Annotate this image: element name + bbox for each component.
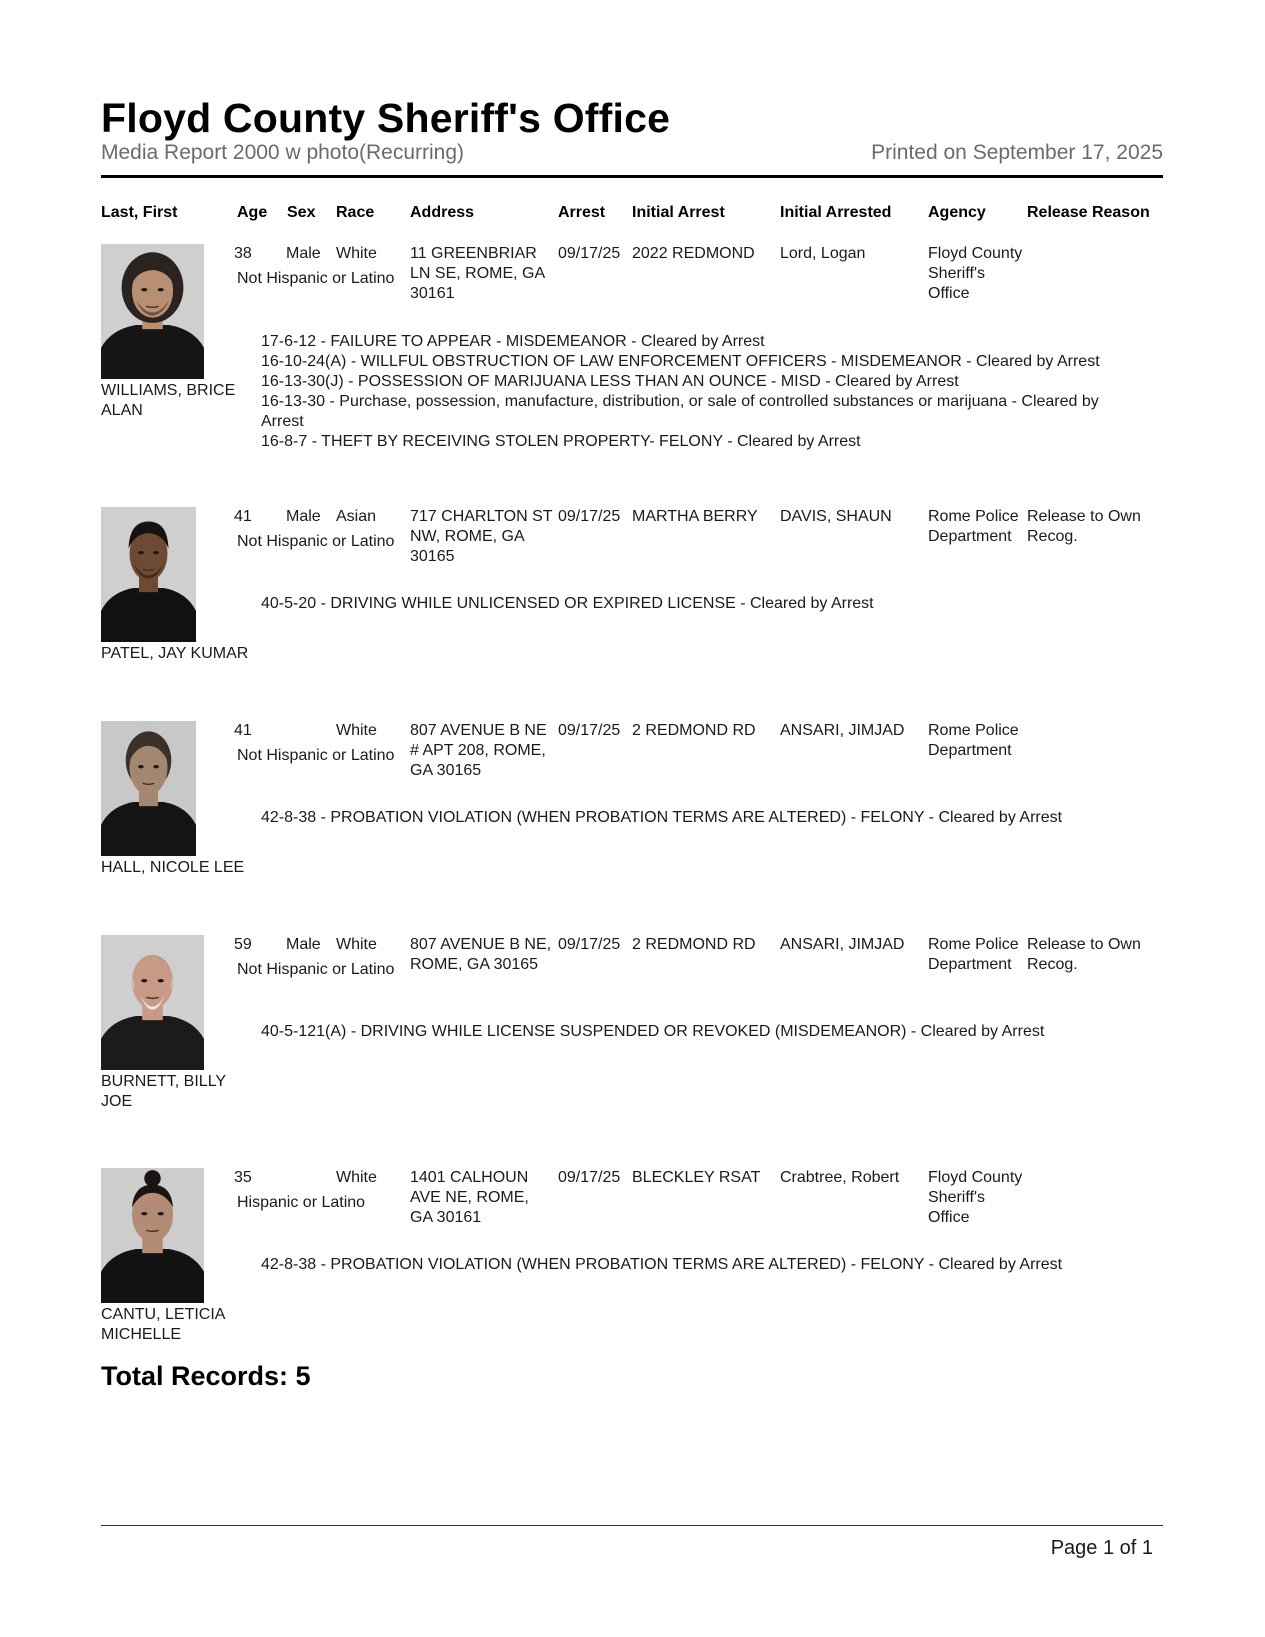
initial-arrested-by: DAVIS, SHAUN — [780, 508, 892, 525]
charges-list — [261, 808, 1141, 828]
column-header-arrest: Arrest — [558, 204, 606, 221]
arresting-agency: Floyd County Sheriff's Office — [928, 1169, 1023, 1226]
person-age: 41 — [234, 508, 252, 525]
charges-list — [261, 1022, 1141, 1042]
mugshot-figure — [101, 244, 204, 379]
total-records: Total Records: 5 — [101, 1361, 311, 1391]
initial-arrest-location: 2 REDMOND RD — [632, 936, 756, 953]
charge-item: 16-13-30 - Purchase, possession, manufacture, distribution, or sale of controlled substances or marijuana - Cleared by Arrest — [261, 393, 1099, 430]
person-sex: Male — [286, 245, 321, 262]
initial-arrest-location: MARTHA BERRY — [632, 508, 758, 525]
initial-arrested-by: ANSARI, JIMJAD — [780, 722, 905, 739]
person-address: 807 AVENUE B NE, ROME, GA 30165 — [410, 936, 552, 973]
charge-item: 16-8-7 - THEFT BY RECEIVING STOLEN PROPERTY- FELONY - Cleared by Arrest — [261, 433, 861, 450]
person-address: 1401 CALHOUN AVE NE, ROME, GA 30161 — [410, 1169, 529, 1226]
initial-arrest-location: BLECKLEY RSAT — [632, 1169, 761, 1186]
column-header-release-reason: Release Reason — [1027, 204, 1150, 221]
person-ethnicity: Hispanic or Latino — [237, 1194, 366, 1211]
charge-item: 17-6-12 - FAILURE TO APPEAR - MISDEMEANOR - Cleared by Arrest — [261, 333, 765, 350]
person-age: 59 — [234, 936, 252, 953]
mugshot-photo — [101, 935, 204, 1070]
initial-arrest-location: 2022 REDMOND — [632, 245, 755, 262]
page-number: Page 1 of 1 — [1050, 1537, 1153, 1559]
footer-divider — [101, 1525, 1163, 1526]
arresting-agency: Floyd County Sheriff's Office — [928, 245, 1023, 302]
person-ethnicity: Not Hispanic or Latino — [237, 270, 395, 287]
report-subtitle: Media Report 2000 w photo(Recurring) — [101, 141, 465, 164]
initial-arrested-by: Crabtree, Robert — [780, 1169, 900, 1186]
person-age: 41 — [234, 722, 252, 739]
charges-list — [261, 332, 1141, 452]
arrest-date: 09/17/25 — [558, 722, 621, 739]
person-name: CANTU, LETICIA MICHELLE — [101, 1306, 225, 1343]
printed-date: Printed on September 17, 2025 — [871, 141, 1163, 164]
charge-item: 42-8-38 - PROBATION VIOLATION (WHEN PROBATION TERMS ARE ALTERED) - FELONY - Cleared by Arrest — [261, 1256, 1063, 1273]
arresting-agency: Rome Police Department — [928, 508, 1019, 545]
person-ethnicity: Not Hispanic or Latino — [237, 747, 395, 764]
mugshot-photo — [101, 507, 196, 642]
person-address: 11 GREENBRIAR LN SE, ROME, GA 30161 — [410, 245, 545, 302]
arrest-date: 09/17/25 — [558, 508, 621, 525]
column-header-age: Age — [237, 204, 268, 221]
mugshot-figure — [101, 507, 196, 642]
person-sex: Male — [286, 936, 321, 953]
mugshot-photo — [101, 721, 196, 856]
mugshot-figure — [101, 721, 196, 856]
person-name: BURNETT, BILLY JOE — [101, 1073, 226, 1110]
initial-arrested-by: ANSARI, JIMJAD — [780, 936, 905, 953]
person-address: 807 AVENUE B NE # APT 208, ROME, GA 30165 — [410, 722, 547, 779]
person-address: 717 CHARLTON ST NW, ROME, GA 30165 — [410, 508, 553, 565]
person-ethnicity: Not Hispanic or Latino — [237, 533, 395, 550]
person-race: Asian — [336, 508, 377, 525]
arrest-date: 09/17/25 — [558, 1169, 621, 1186]
person-name: PATEL, JAY KUMAR — [101, 645, 249, 662]
person-name: WILLIAMS, BRICE ALAN — [101, 382, 236, 419]
initial-arrest-location: 2 REDMOND RD — [632, 722, 756, 739]
person-race: White — [336, 722, 377, 739]
mugshot-figure — [101, 935, 204, 1070]
charge-item: 42-8-38 - PROBATION VIOLATION (WHEN PROBATION TERMS ARE ALTERED) - FELONY - Cleared by Arrest — [261, 809, 1063, 826]
column-header-initial-arrested: Initial Arrested — [780, 204, 892, 221]
column-header-agency: Agency — [928, 204, 986, 221]
arresting-agency: Rome Police Department — [928, 936, 1019, 973]
initial-arrested-by: Lord, Logan — [780, 245, 866, 262]
person-name: HALL, NICOLE LEE — [101, 859, 245, 876]
arrest-date: 09/17/25 — [558, 245, 621, 262]
arresting-agency: Rome Police Department — [928, 722, 1019, 759]
release-reason: Release to Own Recog. — [1027, 936, 1141, 973]
mugshot-photo — [101, 244, 204, 379]
charges-list — [261, 594, 1141, 614]
mugshot-photo — [101, 1168, 204, 1303]
person-race: White — [336, 1169, 377, 1186]
charge-item: 16-13-30(J) - POSSESSION OF MARIJUANA LESS THAN AN OUNCE - MISD - Cleared by Arrest — [261, 373, 959, 390]
person-ethnicity: Not Hispanic or Latino — [237, 961, 395, 978]
column-header-address: Address — [410, 204, 475, 221]
charge-item: 40-5-121(A) - DRIVING WHILE LICENSE SUSPENDED OR REVOKED (MISDEMEANOR) - Cleared by Arrest — [261, 1023, 1045, 1040]
person-age: 38 — [234, 245, 252, 262]
report-title: Floyd County Sheriff's Office — [101, 95, 671, 141]
arrest-date: 09/17/25 — [558, 936, 621, 953]
column-header-race: Race — [336, 204, 375, 221]
column-header-name: Last, First — [101, 204, 178, 221]
mugshot-figure — [101, 1168, 204, 1303]
column-header-sex: Sex — [287, 204, 316, 221]
person-age: 35 — [234, 1169, 252, 1186]
column-header-initial-arrest: Initial Arrest — [632, 204, 725, 221]
person-sex: Male — [286, 508, 321, 525]
charge-item: 40-5-20 - DRIVING WHILE UNLICENSED OR EXPIRED LICENSE - Cleared by Arrest — [261, 595, 874, 612]
person-race: White — [336, 245, 377, 262]
release-reason: Release to Own Recog. — [1027, 508, 1141, 545]
charges-list — [261, 1255, 1141, 1275]
header-divider — [101, 175, 1163, 178]
charge-item: 16-10-24(A) - WILLFUL OBSTRUCTION OF LAW ENFORCEMENT OFFICERS - MISDEMEANOR - Cleared by Arrest — [261, 353, 1100, 370]
person-race: White — [336, 936, 377, 953]
